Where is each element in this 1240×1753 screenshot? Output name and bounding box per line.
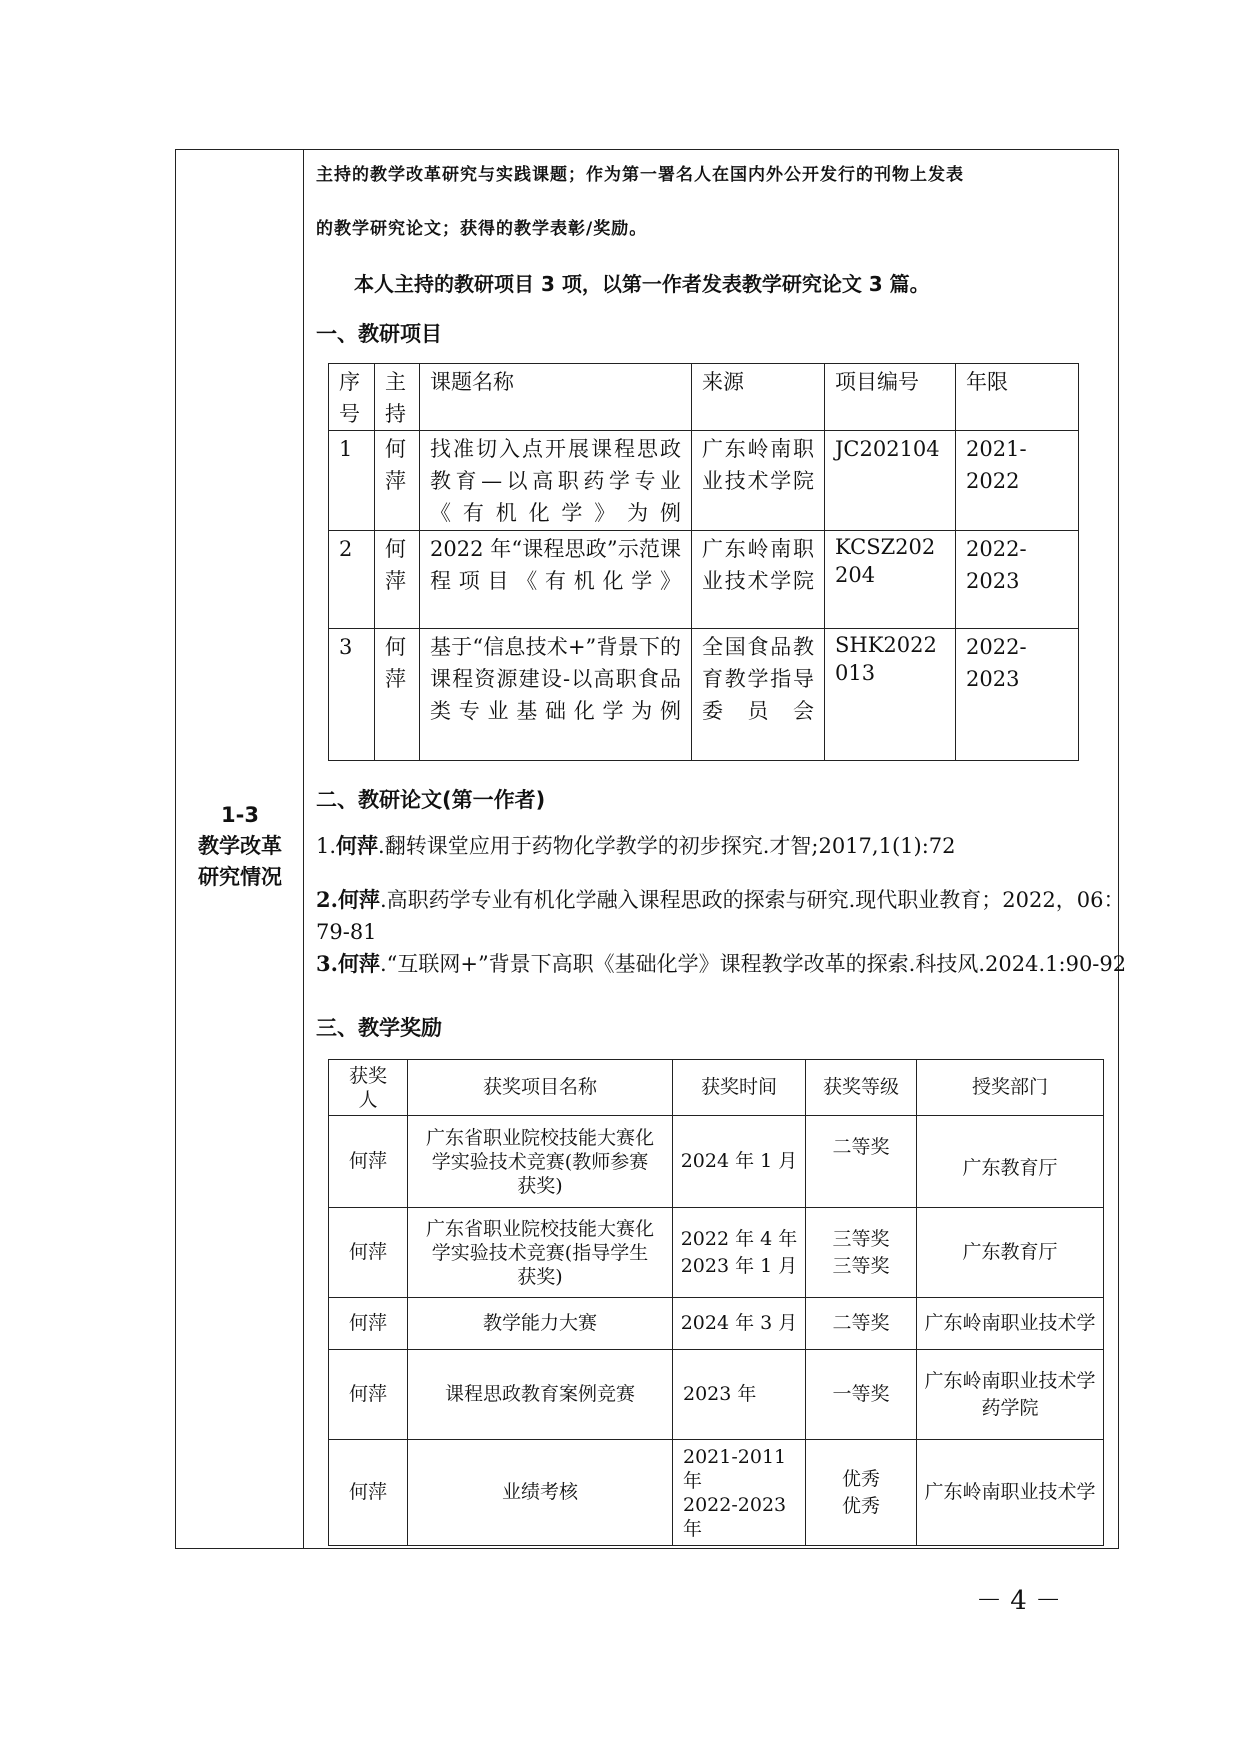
award-dept: 广东岭南职业技术学 药学院 [917, 1350, 1104, 1440]
award-person: 何萍 [329, 1350, 408, 1440]
project-source: 全国食品教育教学指导委员会 [692, 629, 825, 761]
award-project: 业绩考核 [408, 1440, 673, 1546]
paper-item [316, 948, 1136, 980]
project-years: 2022-2023 [956, 531, 1079, 629]
projects-table [328, 363, 1079, 761]
project-no: 3 [329, 629, 375, 761]
project-no: 1 [329, 431, 375, 531]
header-time: 获奖时间 [673, 1060, 806, 1116]
project-name: 基于“信息技术+”背景下的课程资源建设-以高职食品类专业基础化学为例 [420, 629, 692, 761]
section-label-line2: 研究情况 [198, 865, 282, 889]
header-project: 获奖项目名称 [408, 1060, 673, 1116]
project-host: 何萍 [375, 531, 420, 629]
project-name: 找准切入点开展课程思政教育—以高职药学专业《有机化学》为例 [420, 431, 692, 531]
table-row [329, 629, 1079, 761]
header-source: 来源 [692, 364, 825, 431]
paper-rest: .“互联网+”背景下高职《基础化学》课程教学改革的探索.科技风.2024.1:90-92 [379, 952, 1127, 976]
award-project: 课程思政教育案例竞赛 [408, 1350, 673, 1440]
section-label [176, 800, 304, 893]
table-row [329, 1440, 1104, 1546]
award-person: 何萍 [329, 1298, 408, 1350]
header-level: 获奖等级 [806, 1060, 917, 1116]
table-row [329, 1208, 1104, 1298]
award-person: 何萍 [329, 1116, 408, 1208]
award-time: 2024 年 1 月 [673, 1116, 806, 1208]
award-project [408, 1116, 673, 1208]
paper-prefix: 2. [316, 887, 338, 912]
project-source: 广东岭南职业技术学院 [692, 431, 825, 531]
award-dept: 广东岭南职业技术学 [917, 1440, 1104, 1546]
awards-header-row [329, 1060, 1104, 1116]
header-person [329, 1060, 408, 1116]
award-level: 优秀 优秀 [806, 1440, 917, 1546]
table-row [329, 431, 1079, 531]
paper-rest: .高职药学专业有机化学融入课程思政的探索与研究.现代职业教育；2022，06：79-81 [316, 888, 1125, 944]
paper-author: 何萍 [337, 887, 380, 912]
project-years: 2021-2022 [956, 431, 1079, 531]
section2-title: 二、教研论文(第一作者) [316, 788, 546, 812]
form-table [175, 149, 1127, 1549]
award-dept: 广东教育厅 [917, 1116, 1104, 1208]
project-host: 何萍 [375, 431, 420, 531]
award-level: 三等奖 三等奖 [806, 1208, 917, 1298]
awards-table [328, 1059, 1104, 1546]
header-name: 课题名称 [420, 364, 692, 431]
left-label-column [176, 150, 304, 1548]
paper-item [316, 884, 1136, 948]
project-name: 2022 年“课程思政”示范课程项目《有机化学》 [420, 531, 692, 629]
paper-item [316, 830, 1136, 862]
award-person: 何萍 [329, 1208, 408, 1298]
paper-author: 何萍 [337, 951, 380, 976]
project-code: KCSZ202204 [825, 531, 956, 629]
header-host: 主持 [375, 364, 420, 431]
award-project-text: 广东省职业院校技能大赛化学实验技术竞赛(指导学生获奖) [425, 1217, 654, 1288]
award-dept: 广东岭南职业技术学 [917, 1298, 1104, 1350]
award-project: 教学能力大赛 [408, 1298, 673, 1350]
award-level: 一等奖 [806, 1350, 917, 1440]
table-row [329, 531, 1079, 629]
paper-rest: .翻转课堂应用于药物化学教学的初步探究.才智;2017,1(1):72 [378, 834, 956, 858]
section-code: 1-3 [221, 803, 259, 827]
project-no: 2 [329, 531, 375, 629]
requirement-line-1: 主持的教学改革研究与实践课题；作为第一署名人在国内外公开发行的刊物上发表 [316, 165, 964, 185]
section-label-line1: 教学改革 [198, 834, 282, 858]
header-person-text: 获奖人 [348, 1064, 387, 1111]
project-code: JC202104 [825, 431, 956, 531]
award-dept: 广东教育厅 [917, 1208, 1104, 1298]
section1-title: 一、教研项目 [316, 322, 442, 346]
page-number: － 4 － [976, 1586, 1062, 1616]
project-code: SHK2022013 [825, 629, 956, 761]
summary-text: 本人主持的教研项目 3 项，以第一作者发表教学研究论文 3 篇。 [354, 272, 930, 296]
projects-header-row [329, 364, 1079, 431]
header-dept: 授奖部门 [917, 1060, 1104, 1116]
project-host: 何萍 [375, 629, 420, 761]
content-column [304, 150, 1127, 1548]
award-level: 二等奖 [806, 1116, 917, 1208]
paper-prefix: 1. [316, 834, 337, 858]
project-years: 2022-2023 [956, 629, 1079, 761]
requirement-line-2: 的教学研究论文；获得的教学表彰/奖励。 [316, 219, 648, 239]
award-level: 二等奖 [806, 1298, 917, 1350]
header-years: 年限 [956, 364, 1079, 431]
paper-prefix: 3. [316, 951, 338, 976]
table-row [329, 1350, 1104, 1440]
project-source: 广东岭南职业技术学院 [692, 531, 825, 629]
table-row [329, 1116, 1104, 1208]
paper-author: 何萍 [336, 833, 379, 858]
header-no: 序号 [329, 364, 375, 431]
table-row [329, 1298, 1104, 1350]
award-person: 何萍 [329, 1440, 408, 1546]
section3-title: 三、教学奖励 [316, 1016, 442, 1040]
award-time: 2023 年 [673, 1350, 806, 1440]
award-project-text: 广东省职业院校技能大赛化学实验技术竞赛(教师参赛获奖) [425, 1126, 654, 1197]
header-code: 项目编号 [825, 364, 956, 431]
award-time: 2022 年 4 年 2023 年 1 月 [673, 1208, 806, 1298]
award-time: 2021-2011 年 2022-2023 年 [673, 1440, 806, 1546]
award-time: 2024 年 3 月 [673, 1298, 806, 1350]
award-project [408, 1208, 673, 1298]
